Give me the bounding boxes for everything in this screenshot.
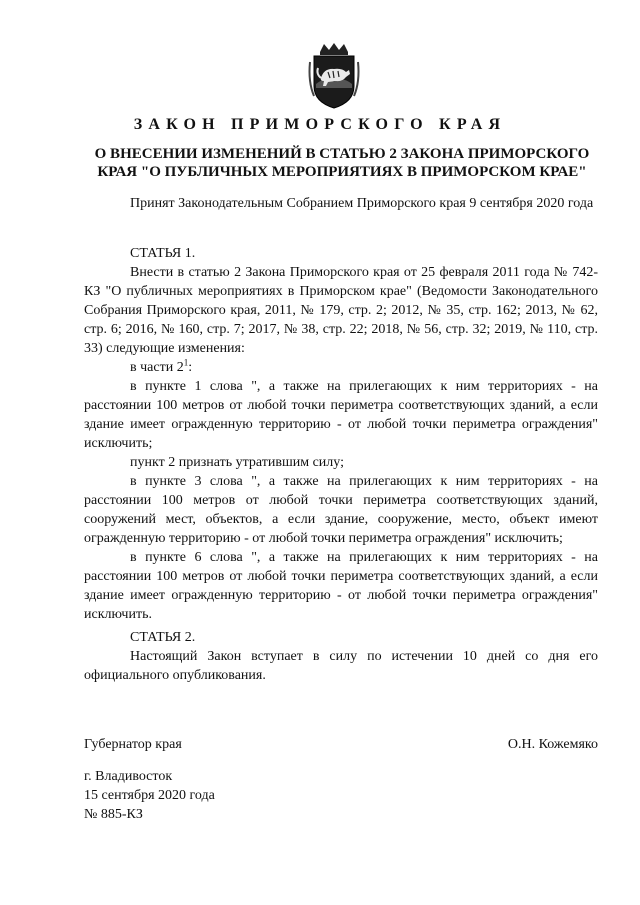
article-1-item-6: в пункте 6 слова ", а также на прилегающих к ним территориях - на расстоянии 100 метров от любой точки периметра соответствующих зданий, а если здание имеет огражденную территорию - от любой точки периметра ограждения" исключить. [84,550,598,622]
signature-role: Губернатор края [84,737,182,752]
law-subtitle: О ВНЕСЕНИИ ИЗМЕНЕНИЙ В СТАТЬЮ 2 ЗАКОНА ПРИМОРСКОГО КРАЯ "О ПУБЛИЧНЫХ МЕРОПРИЯТИЯХ В ПРИМОРСКОМ КРАЕ" [94,146,590,180]
part-prefix: в части 2 [130,360,184,375]
part-superscript: 1 [183,357,189,368]
article-1-item-2: пункт 2 признать утратившим силу; [130,455,344,470]
article-1-heading: СТАТЬЯ 1. [130,246,196,261]
law-title: ЗАКОН ПРИМОРСКОГО КРАЯ [133,116,507,133]
part-suffix: : [188,360,193,375]
footer-city: г. Владивосток [84,769,173,784]
article-2-text: Настоящий Закон вступает в силу по истечении 10 дней со дня его официального опубликования. [84,649,598,683]
article-1 [84,244,598,624]
tiger-shield-icon [306,42,362,110]
adoption-paragraph [84,194,598,213]
article-2 [84,628,598,685]
footer-number: № 885-КЗ [84,807,143,822]
adoption-text: Принят Законодательным Собранием Приморского края 9 сентября 2020 года [130,196,594,211]
footer-date: 15 сентября 2020 года [84,788,215,803]
article-1-part [84,358,598,377]
article-1-item-3: в пункте 3 слова ", а также на прилегающих к ним территориях - на расстоянии 100 метров от любой точки периметра соответствующих зданий, сооружений мест, объектов, а если здание, сооружение, место, объект имеют огражденную территорию - от любой точки периметра ограждения" исключить; [84,474,598,546]
signature-name: О.Н. Кожемяко [507,737,598,752]
article-2-heading: СТАТЬЯ 2. [130,630,196,645]
article-1-intro: Внести в статью 2 Закона Приморского края от 25 февраля 2011 года № 742-КЗ "О публичных мероприятиях в Приморском крае" (Ведомости Законодательного Собрания Приморского края, 2011, № 179, стр. 2; 2012, № 35, стр. 162; 2013, № 62, стр. 6; 2016, № 160, стр. 7; 2017, № 38, стр. 22; 2018, № 56, стр. 32; 2019, № 110, стр. 33) следующие изменения: [84,265,598,356]
article-1-item-1: в пункте 1 слова ", а также на прилегающих к ним территориях - на расстоянии 100 метров от любой точки периметра соответствующих зданий, а если здание имеет огражденную территорию - от любой точки периметра ограждения" исключить; [84,379,598,451]
coat-of-arms-emblem [306,42,362,110]
